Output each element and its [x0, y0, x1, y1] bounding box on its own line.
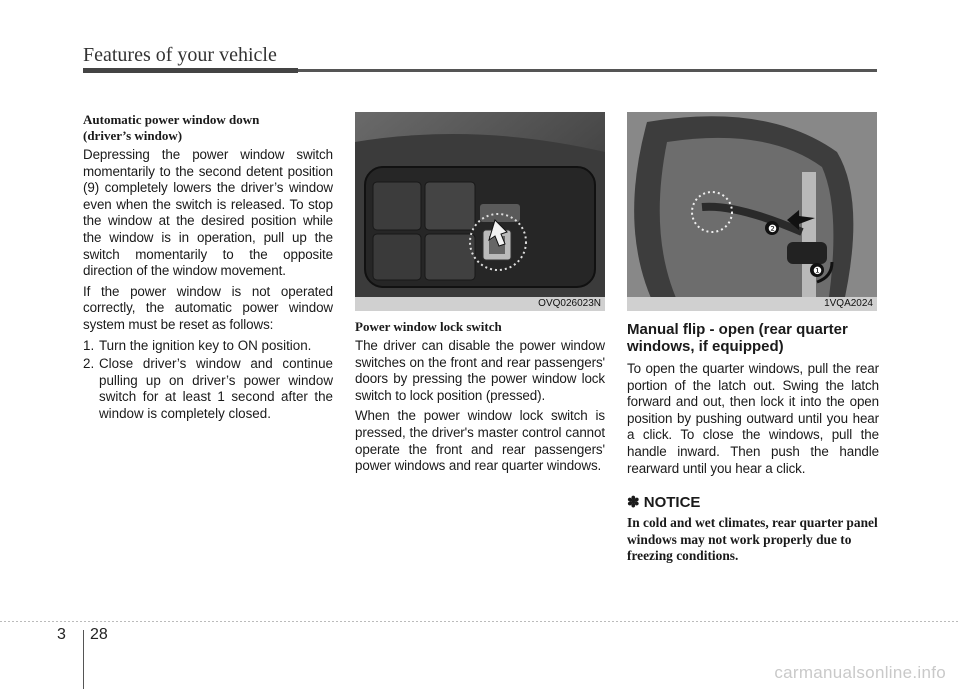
quarter-window-latch-photo — [627, 112, 877, 311]
column-3 — [627, 112, 879, 565]
window-switch-illustration — [355, 112, 605, 311]
step-2-marker: ❷ — [768, 224, 777, 235]
paragraph: If the power window is not operated correctly, the automatic power window system must be reset as follows: — [83, 283, 333, 332]
section-heading: Manual flip - open (rear quarter windows, if equipped) — [627, 321, 848, 355]
notice-heading: ✽ NOTICE — [627, 494, 701, 512]
paragraph: Depressing the power window switch momentarily to the second detent position (9) completely lowers the driver’s window even when the switch is released. To stop the window at the desired position while the window is in operation, pull up the switch momentarily to the opposite direction of the window movement. — [83, 147, 333, 279]
latch-illustration — [627, 112, 877, 311]
image-caption: 1VQA2024 — [627, 297, 877, 311]
list-item — [83, 338, 333, 355]
watermark: carmanualsonline.info — [774, 663, 946, 682]
list-item — [83, 356, 333, 422]
heading-line-1: Automatic power window down — [83, 112, 260, 127]
footer-divider — [0, 621, 960, 622]
image-caption: OVQ026023N — [355, 297, 605, 311]
column-1 — [83, 112, 333, 425]
section-number: 3 — [57, 626, 66, 643]
heading-line-2: (driver’s window) — [83, 128, 183, 143]
page-number: 28 — [90, 626, 108, 643]
section-heading — [83, 112, 333, 144]
notice-text: In cold and wet climates, rear quarter panel windows may not work properly due to freezing conditions. — [627, 515, 878, 564]
paragraph: To open the quarter windows, pull the rear portion of the latch out. Swing the latch forward and out, then lock it into the open position by pushing outward until you hear a click. To close the windows, pull the handle inward. Then push the handle rearward until you hear a click. — [627, 361, 879, 476]
step-1-marker: ❶ — [813, 266, 822, 277]
column-2 — [355, 112, 605, 479]
paragraph: The driver can disable the power window switches on the front and rear passengers' doors by pressing the power window lock switch to lock position (pressed). — [355, 338, 605, 403]
list-number: 2. — [83, 356, 95, 372]
paragraph: When the power window lock switch is pressed, the driver's master control cannot operate the front and rear passengers' power windows and rear quarter windows. — [355, 408, 605, 474]
list-text: Close driver’s window and continue pulling up on driver’s power window switch for at least 1 second after the window is completely closed. — [99, 356, 333, 421]
list-number: 1. — [83, 337, 95, 353]
page-header-title: Features of your vehicle — [83, 44, 277, 66]
window-switch-photo — [355, 112, 605, 311]
header-rule — [83, 69, 877, 72]
footer-rule — [83, 630, 84, 689]
list-text: Turn the ignition key to ON position. — [99, 337, 312, 353]
section-heading: Power window lock switch — [355, 319, 502, 334]
